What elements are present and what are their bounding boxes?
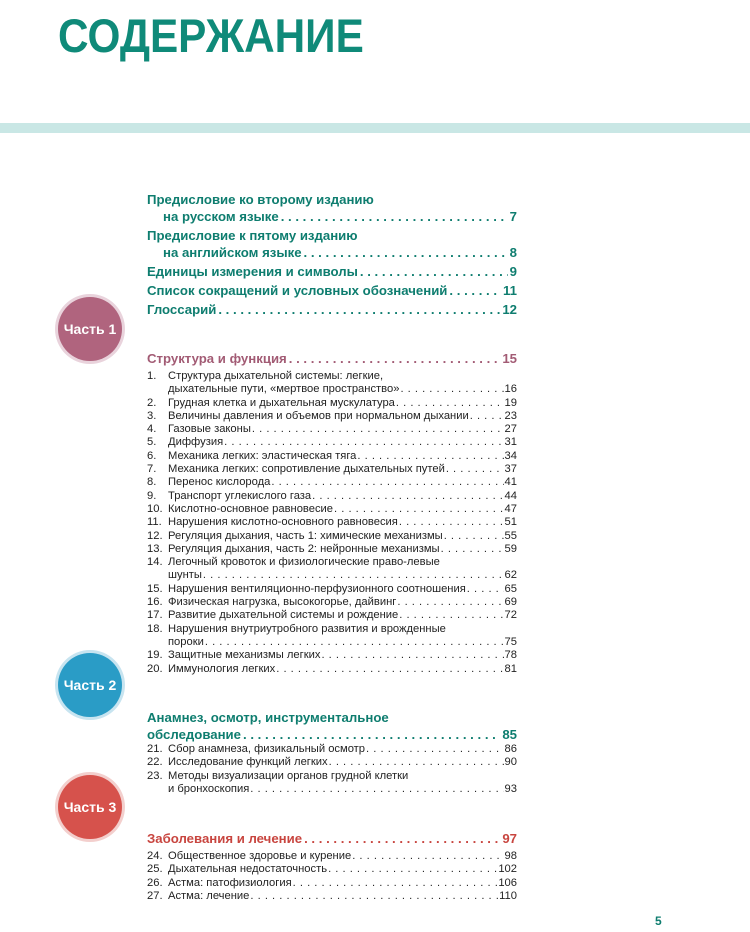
chapter-title-cont: дыхательные пути, «мертвое пространство» — [168, 383, 400, 396]
toc-chapter-entry[interactable] — [147, 623, 517, 650]
chapter-title: Астма: лечение — [168, 889, 250, 902]
chapter-title: Астма: патофизиология — [168, 876, 292, 889]
dot-leader — [446, 463, 504, 476]
dot-leader — [271, 476, 503, 489]
chapter-page: 75 — [504, 635, 517, 648]
dot-leader — [441, 543, 504, 556]
chapter-number: 18. — [147, 622, 163, 635]
toc-entry-glossary[interactable]: Глоссарий . . . 12 — [147, 301, 517, 318]
chapter-number: 13. — [147, 542, 163, 555]
part-1-chapters — [147, 370, 517, 676]
chapter-title: Иммунология легких — [168, 662, 276, 675]
dot-leader — [329, 756, 504, 769]
dot-leader — [396, 397, 504, 410]
chapter-number: 5. — [147, 436, 157, 449]
chapter-number: 4. — [147, 423, 157, 436]
dot-leader — [276, 663, 503, 676]
toc-chapter-entry[interactable] — [147, 370, 517, 397]
chapter-page: 34 — [504, 449, 517, 462]
toc-chapter-entry[interactable] — [147, 663, 517, 676]
dot-leader — [334, 503, 504, 516]
chapter-page: 65 — [504, 582, 517, 595]
chapter-page: 106 — [498, 876, 517, 889]
dot-leader — [250, 783, 503, 796]
dot-leader — [470, 410, 504, 423]
dot-leader — [444, 530, 504, 543]
chapter-page: 37 — [504, 463, 517, 476]
chapter-number: 10. — [147, 502, 163, 515]
header-band — [0, 123, 750, 133]
dot-leader — [467, 583, 504, 596]
chapter-page: 27 — [504, 423, 517, 436]
part-3-badge: Часть 3 — [58, 775, 122, 839]
toc-entry-abbreviations[interactable]: Список сокращений и условных обозначений . . . 11 — [147, 282, 517, 299]
toc-entry-preface-ru[interactable]: Предисловие ко второму изданию на русском языке . . . 7 — [147, 191, 517, 225]
chapter-title: Методы визуализации органов грудной клетки — [168, 769, 409, 782]
chapter-title: Величины давления и объемов при нормальном дыхании — [168, 409, 469, 422]
chapter-page: 110 — [499, 889, 517, 902]
chapter-title: Сбор анамнеза, физикальный осмотр — [168, 743, 366, 755]
part-2-badge: Часть 2 — [58, 653, 122, 717]
chapter-page: 102 — [498, 863, 517, 876]
chapter-number: 15. — [147, 582, 163, 595]
chapter-number: 17. — [147, 609, 163, 622]
page-title: СОДЕРЖАНИЕ — [58, 9, 364, 62]
chapter-title: Газовые законы — [168, 423, 251, 436]
chapter-page: 62 — [504, 569, 517, 582]
toc-chapter-entry[interactable] — [147, 503, 517, 516]
chapter-title-cont: шунты — [168, 569, 202, 582]
chapter-page: 72 — [504, 609, 517, 622]
chapter-number: 24. — [147, 850, 163, 862]
chapter-number: 23. — [147, 769, 163, 782]
chapter-page: 78 — [504, 649, 517, 662]
toc-chapter-entry[interactable] — [147, 583, 517, 596]
chapter-number: 12. — [147, 529, 163, 542]
chapter-page: 81 — [504, 662, 517, 675]
dot-leader — [397, 596, 503, 609]
toc-chapter-entry[interactable] — [147, 463, 517, 476]
chapter-title: Транспорт углекислого газа — [168, 489, 312, 502]
dot-leader — [203, 569, 504, 582]
chapter-title: Развитие дыхательной системы и рождение — [168, 609, 399, 622]
toc-chapter-entry[interactable] — [147, 877, 517, 890]
dot-leader — [321, 649, 503, 662]
toc-chapter-entry[interactable] — [147, 756, 517, 769]
dot-leader — [357, 450, 503, 463]
chapter-title: Регуляция дыхания, часть 1: химические механизмы — [168, 529, 443, 542]
chapter-title-cont: и бронхоскопия — [168, 782, 250, 795]
dot-leader — [399, 516, 504, 529]
part-1-badge: Часть 1 — [58, 297, 122, 361]
toc-chapter-entry[interactable] — [147, 609, 517, 622]
chapter-title: Механика легких: сопротивление дыхательных путей — [168, 463, 445, 476]
toc-entry-preface-en[interactable]: Предисловие к пятому изданию на английском языке . . . 8 — [147, 227, 517, 261]
part-3-title[interactable]: Заболевания и лечение . . . 97 — [147, 830, 517, 847]
chapter-number: 27. — [147, 889, 163, 902]
toc-chapter-entry[interactable] — [147, 649, 517, 662]
chapter-number: 8. — [147, 476, 157, 489]
chapter-number: 20. — [147, 662, 163, 675]
toc-chapter-entry[interactable] — [147, 890, 517, 903]
dot-leader — [400, 383, 503, 396]
chapter-number: 11. — [147, 516, 162, 529]
toc-chapter-entry[interactable] — [147, 450, 517, 463]
chapter-title-cont: пороки — [168, 635, 204, 648]
toc-chapter-entry[interactable] — [147, 476, 517, 489]
chapter-title: Кислотно-основное равновесие — [168, 502, 334, 515]
chapter-page: 19 — [504, 396, 517, 409]
toc-chapter-entry[interactable] — [147, 556, 517, 583]
part-2-title[interactable]: Анамнез, осмотр, инструментальное обследование . . . 85 — [147, 709, 517, 743]
chapter-number: 3. — [147, 409, 157, 422]
toc-preface-list — [147, 191, 517, 318]
chapter-number: 7. — [147, 463, 157, 476]
toc-chapter-entry[interactable] — [147, 423, 517, 436]
chapter-title: Регуляция дыхания, часть 2: нейронные механизмы — [168, 542, 440, 555]
chapter-page: 69 — [504, 596, 517, 609]
chapter-number: 14. — [147, 556, 163, 569]
dot-leader — [352, 850, 503, 863]
chapter-number: 25. — [147, 863, 163, 876]
part-1-title[interactable]: Структура и функция . . . 15 — [147, 350, 517, 367]
chapter-page: 86 — [504, 743, 517, 755]
toc-chapter-entry[interactable] — [147, 850, 517, 863]
dot-leader — [293, 877, 498, 890]
chapter-page: 41 — [504, 476, 517, 489]
chapter-title: Защитные механизмы легких — [168, 649, 321, 662]
chapter-page: 55 — [504, 529, 517, 542]
chapter-number: 16. — [147, 596, 163, 609]
part-3-chapters — [147, 850, 517, 903]
toc-chapter-entry[interactable] — [147, 436, 517, 449]
chapter-page: 93 — [504, 782, 517, 795]
chapter-title: Диффузия — [168, 436, 224, 449]
toc-chapter-entry[interactable] — [147, 410, 517, 423]
toc-chapter-entry[interactable] — [147, 543, 517, 556]
chapter-title: Нарушения кислотно-основного равновесия — [168, 516, 398, 529]
chapter-title: Структура дыхательной системы: легкие, — [168, 370, 384, 382]
dot-leader — [224, 436, 503, 449]
toc-chapter-entry[interactable] — [147, 397, 517, 410]
dot-leader — [205, 636, 504, 649]
chapter-number: 22. — [147, 756, 163, 769]
toc-chapter-entry[interactable] — [147, 516, 517, 529]
dot-leader — [312, 490, 503, 503]
chapter-title: Исследование функций легких — [168, 756, 328, 769]
dot-leader — [252, 423, 504, 436]
chapter-title: Нарушения внутриутробного развития и врожденные — [168, 622, 446, 635]
chapter-page: 59 — [504, 542, 517, 555]
chapter-title: Дыхательная недостаточность — [168, 863, 328, 876]
chapter-title: Грудная клетка и дыхательная мускулатура — [168, 396, 395, 409]
chapter-title: Легочный кровоток и физиологические право-левые — [168, 556, 440, 569]
toc-chapter-entry[interactable] — [147, 770, 517, 797]
chapter-page: 44 — [504, 489, 517, 502]
chapter-page: 31 — [504, 436, 517, 449]
chapter-title: Перенос кислорода — [168, 476, 271, 489]
chapter-page: 98 — [504, 850, 517, 862]
chapter-number: 9. — [147, 489, 157, 502]
chapter-page: 23 — [504, 409, 517, 422]
toc-chapter-entry[interactable] — [147, 530, 517, 543]
chapter-number: 26. — [147, 876, 163, 889]
chapter-number: 1. — [147, 370, 157, 382]
chapter-number: 6. — [147, 449, 157, 462]
toc-chapter-entry[interactable] — [147, 490, 517, 503]
toc-chapter-entry[interactable] — [147, 863, 517, 876]
chapter-number: 19. — [147, 649, 163, 662]
chapter-title: Физическая нагрузка, высокогорье, дайвинг — [168, 596, 397, 609]
toc-chapter-entry[interactable] — [147, 596, 517, 609]
chapter-title: Общественное здоровье и курение — [168, 850, 352, 862]
chapter-page: 16 — [504, 383, 517, 396]
toc-entry-units[interactable]: Единицы измерения и символы . . . 9 — [147, 263, 517, 280]
chapter-page: 90 — [504, 756, 517, 769]
chapter-number: 2. — [147, 396, 157, 409]
chapter-page: 47 — [504, 502, 517, 515]
page-number: 5 — [655, 914, 662, 928]
chapter-page: 51 — [504, 516, 517, 529]
dot-leader — [250, 890, 498, 903]
chapter-title: Нарушения вентиляционно-перфузионного соотношения — [168, 582, 466, 595]
chapter-number: 21. — [147, 743, 163, 755]
part-2-chapters — [147, 743, 517, 796]
dot-leader — [366, 743, 504, 756]
toc-chapter-entry[interactable] — [147, 743, 517, 756]
chapter-title: Механика легких: эластическая тяга — [168, 449, 357, 462]
dot-leader — [328, 863, 497, 876]
dot-leader — [399, 609, 503, 622]
